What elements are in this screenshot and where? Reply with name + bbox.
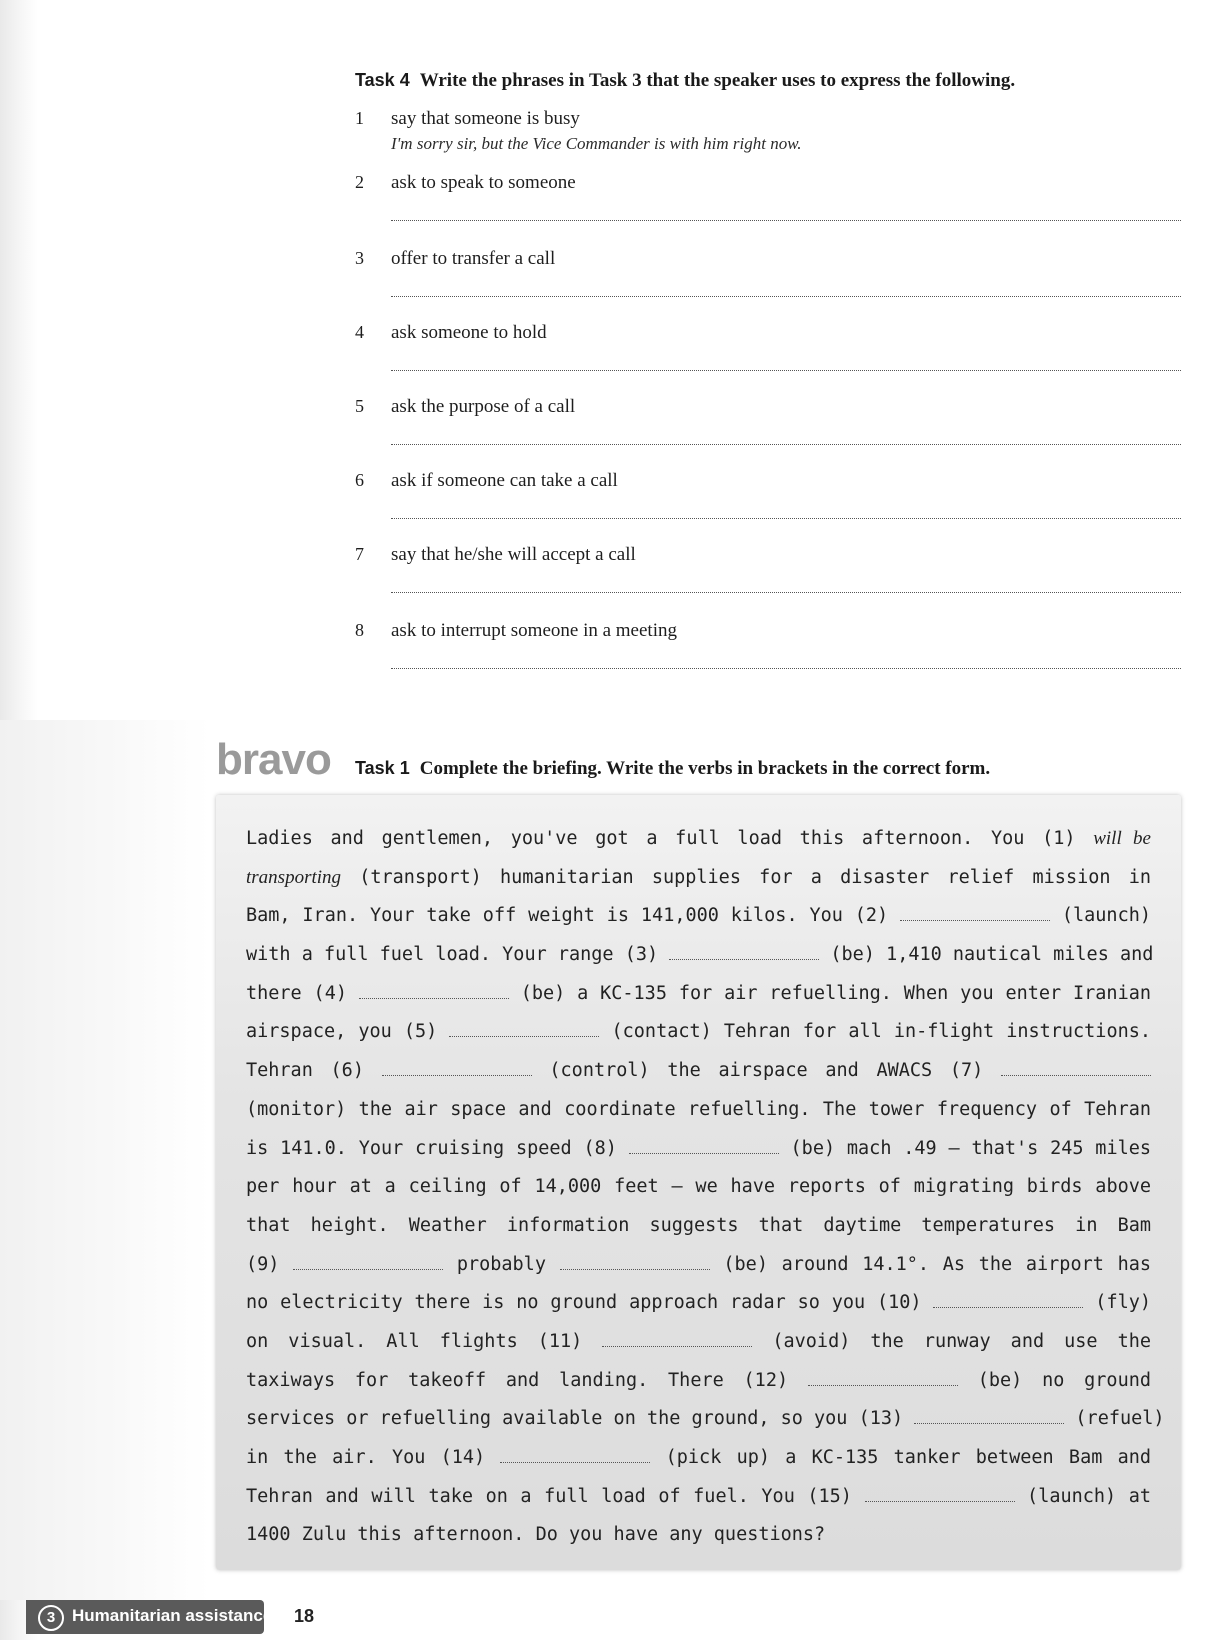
- item-number: 3: [355, 248, 364, 268]
- answer-line[interactable]: [391, 668, 1181, 669]
- answer-blank[interactable]: [914, 1409, 1064, 1424]
- answer-line[interactable]: [391, 592, 1181, 593]
- answer-line[interactable]: [391, 370, 1181, 371]
- task1-label: Task 1: [355, 758, 410, 778]
- page-number: 18: [294, 1606, 315, 1626]
- task4-instruction: Write the phrases in Task 3 that the speaker uses to express the following.: [419, 70, 1016, 91]
- briefing-line: per hour at a ceiling of 14,000 feet – we have reports of migrating birds above: [246, 1176, 1151, 1198]
- briefing-line: taxiways for takeoff and landing. There (12) (be) no ground: [246, 1369, 1151, 1391]
- item-prompt: ask to speak to someone: [391, 172, 576, 193]
- answer-blank[interactable]: [293, 1255, 443, 1270]
- briefing-line: transporting (transport) humanitarian supplies for a disaster relief mission in: [246, 866, 1151, 888]
- item-number: 2: [355, 172, 364, 192]
- briefing-line: Tehran and will take on a full load of fuel. You (15) (launch) at: [246, 1485, 1151, 1507]
- briefing-line: services or refuelling available on the ground, so you (13) (refuel): [246, 1408, 1165, 1430]
- item-number: 4: [355, 322, 364, 342]
- briefing-line: is 141.0. Your cruising speed (8) (be) mach .49 – that's 245 miles: [246, 1137, 1151, 1159]
- task4-section: [355, 70, 1185, 641]
- answer-blank[interactable]: [560, 1255, 710, 1270]
- unit-number-badge: 3: [38, 1605, 64, 1631]
- item-prompt: ask if someone can take a call: [391, 470, 618, 491]
- unit-title: Humanitarian assistance: [72, 1606, 273, 1625]
- briefing-line: airspace, you (5) (contact) Tehran for all in-flight instructions.: [246, 1021, 1151, 1043]
- example-answer: will be: [1093, 828, 1151, 849]
- task1-instruction: Complete the briefing. Write the verbs in brackets in the correct form.: [419, 758, 991, 779]
- briefing-line: Ladies and gentlemen, you've got a full load this afternoon. You (1) will be: [246, 828, 1151, 849]
- item-number: 1: [355, 108, 364, 128]
- item-number: 6: [355, 470, 364, 490]
- item-example-answer: I'm sorry sir, but the Vice Commander is with him right now.: [391, 134, 802, 153]
- briefing-line: (monitor) the air space and coordinate refuelling. The tower frequency of Tehran: [246, 1098, 1151, 1120]
- briefing-text: [246, 820, 1165, 1555]
- item-prompt: ask someone to hold: [391, 322, 547, 343]
- briefing-line: 1400 Zulu this afternoon. Do you have any questions?: [246, 1524, 826, 1546]
- item-number: 8: [355, 620, 364, 640]
- task1-heading: [355, 758, 990, 780]
- answer-line[interactable]: [391, 220, 1181, 221]
- task4-label: Task 4: [355, 70, 410, 90]
- answer-blank[interactable]: [669, 945, 819, 960]
- example-answer: transporting: [246, 866, 342, 888]
- item-prompt: ask the purpose of a call: [391, 396, 576, 417]
- briefing-line: Bam, Iran. Your take off weight is 141,000 kilos. You (2) (launch): [246, 905, 1151, 927]
- briefing-line: with a full fuel load. Your range (3) (be) 1,410 nautical miles and: [246, 944, 1154, 966]
- briefing-line: (9) probably (be) around 14.1°. As the airport has: [246, 1253, 1151, 1275]
- answer-blank[interactable]: [900, 906, 1050, 921]
- answer-blank[interactable]: [865, 1487, 1015, 1502]
- briefing-line: that height. Weather information suggests that daytime temperatures in Bam: [246, 1214, 1151, 1236]
- answer-blank[interactable]: [1001, 1061, 1151, 1076]
- bravo-section-logo: bravo: [216, 735, 331, 784]
- page-edge-shadow-lower: [0, 720, 210, 1600]
- item-number: 5: [355, 396, 364, 416]
- item-prompt: say that he/she will accept a call: [391, 544, 636, 565]
- answer-line[interactable]: [391, 296, 1181, 297]
- answer-blank[interactable]: [359, 984, 509, 999]
- briefing-line: there (4) (be) a KC-135 for air refuelling. When you enter Iranian: [246, 982, 1151, 1004]
- answer-blank[interactable]: [382, 1061, 532, 1076]
- answer-blank[interactable]: [808, 1371, 958, 1386]
- briefing-line: no electricity there is no ground approach radar so you (10) (fly): [246, 1292, 1151, 1314]
- item-prompt: ask to interrupt someone in a meeting: [391, 620, 677, 641]
- answer-line[interactable]: [391, 518, 1181, 519]
- answer-blank[interactable]: [933, 1293, 1083, 1308]
- item-number: 7: [355, 544, 364, 564]
- answer-blank[interactable]: [629, 1139, 779, 1154]
- briefing-line: Tehran (6) (control) the airspace and AWACS (7): [246, 1052, 1151, 1091]
- answer-blank[interactable]: [500, 1448, 650, 1463]
- item-prompt: say that someone is busy: [391, 108, 580, 129]
- item-prompt: offer to transfer a call: [391, 248, 556, 269]
- answer-line[interactable]: [391, 444, 1181, 445]
- task4-heading: [355, 70, 1185, 92]
- briefing-line: in the air. You (14) (pick up) a KC-135 tanker between Bam and: [246, 1447, 1151, 1468]
- answer-blank[interactable]: [449, 1022, 599, 1037]
- answer-blank[interactable]: [602, 1332, 752, 1347]
- briefing-line: on visual. All flights (11) (avoid) the runway and use the: [246, 1330, 1151, 1352]
